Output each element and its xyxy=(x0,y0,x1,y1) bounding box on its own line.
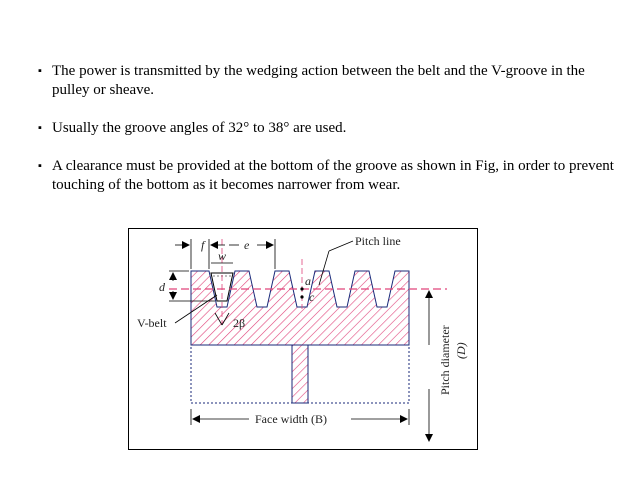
label-angle: 2β xyxy=(233,316,246,330)
label-pitch-diameter-symbol: (D) xyxy=(454,342,468,359)
bullet-item xyxy=(38,119,618,138)
bullet-item xyxy=(38,157,618,195)
bullet-list xyxy=(38,62,618,214)
pitch-point xyxy=(300,287,303,290)
bullet-text: The power is transmitted by the wedging action between the belt and the V-groove in the pulley or sheave. xyxy=(52,63,585,98)
label-d: d xyxy=(159,280,165,294)
groove-point xyxy=(300,295,303,298)
label-f: f xyxy=(201,238,205,252)
pulley-web xyxy=(292,345,308,403)
bullet-marker: ▪ xyxy=(38,122,42,134)
leader-pitch-line xyxy=(329,241,353,251)
bullet-marker: ▪ xyxy=(38,65,42,77)
v-groove-pulley-figure xyxy=(128,228,478,450)
label-e: e xyxy=(244,238,250,252)
label-v-belt: V-belt xyxy=(137,316,167,330)
label-w: w xyxy=(218,249,227,263)
bullet-marker: ▪ xyxy=(38,160,42,172)
label-c: c xyxy=(309,290,315,304)
bullet-item xyxy=(38,62,618,100)
bullet-text: A clearance must be provided at the bottom of the groove as shown in Fig, in order to prevent touching of the bottom as it becomes narrower from wear. xyxy=(52,158,614,193)
label-face-width: Face width (B) xyxy=(255,412,327,426)
label-pitch-line: Pitch line xyxy=(355,234,401,248)
pulley-diagram xyxy=(129,229,479,451)
bullet-text: Usually the groove angles of 32° to 38° are used. xyxy=(52,120,347,136)
label-pitch-diameter: Pitch diameter xyxy=(438,325,452,395)
label-a: a xyxy=(305,274,311,288)
